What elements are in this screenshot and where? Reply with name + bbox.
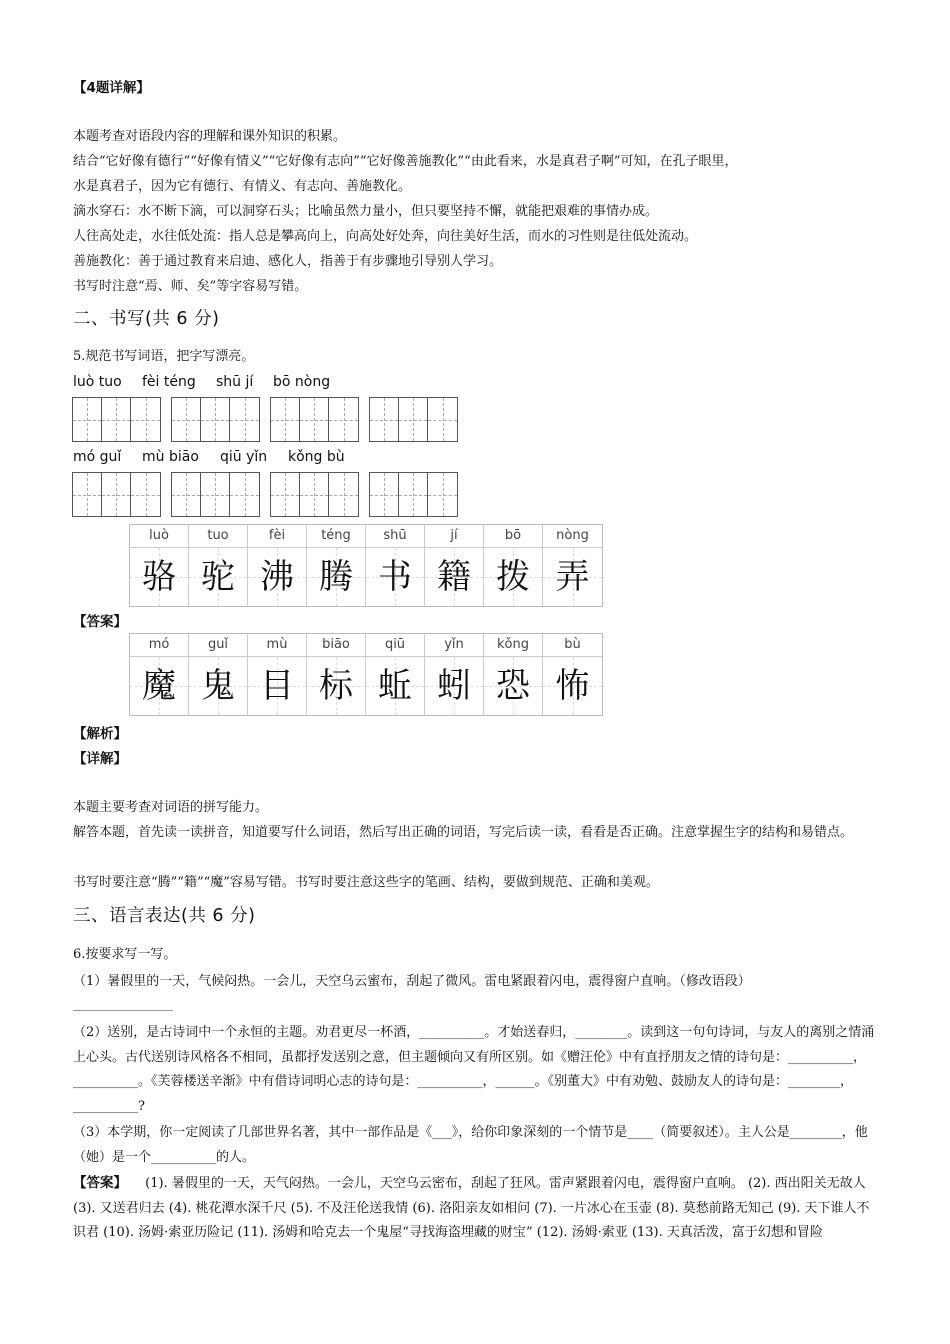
writing-box[interactable] <box>72 472 161 517</box>
answer-blank-line <box>73 1010 173 1011</box>
q5-writing-grid-row-2 <box>72 472 458 517</box>
answer-pinyin: kǒng <box>484 634 543 657</box>
q6-part-2: （2）送别，是古诗词中一个永恒的主题。劝君更尽一杯酒，__________。才始送春归，________。读到这一句句诗词，与友人的离别之情涌上心头。古代送别诗风格各不相同，虽都抒发送别之意，但主题倾向又有所区别。如《赠汪伦》中有直抒朋友之情的诗句是：__________，__________。《芙蓉楼送辛渐》中有借诗词明心志的诗句是：__________，______。《别董大》中有劝勉、鼓励友人的诗句是：________，__________? <box>73 1025 875 1114</box>
answer-char: 目 <box>248 657 307 715</box>
q5-pinyin-3: shū jí <box>216 374 254 390</box>
q6-answer <box>73 1171 881 1246</box>
answer-pinyin: bō <box>484 525 543 548</box>
writing-box[interactable] <box>171 472 260 517</box>
q5-detail-line-1: 本题主要考查对词语的拼写能力。 <box>73 800 269 815</box>
answer-pinyin: mù <box>248 634 307 657</box>
answer-char: 蚓 <box>425 657 484 715</box>
answer-pinyin: tuo <box>189 525 248 548</box>
answer-pinyin: mó <box>130 634 189 657</box>
q4-line-2: 结合“它好像有德行”“好像有情义”“它好像有志向”“它好像善施教化”“由此看来，水是真君子啊”可知，在孔子眼里， <box>73 154 738 169</box>
answer-char: 拨 <box>484 548 543 606</box>
answer-pinyin: téng <box>307 525 366 548</box>
q5-pinyin-1: luò tuo <box>73 374 122 390</box>
answer-char: 鬼 <box>189 657 248 715</box>
q5-detail-line-2: 解答本题，首先读一读拼音，知道要写什么词语，然后写出正确的词语，写完后读一读，看看是否正确。注意掌握生字的结构和易错点。 <box>73 825 854 840</box>
answer-pinyin: nòng <box>543 525 602 548</box>
q5-prompt: 5.规范书写词语，把字写漂亮。 <box>73 349 255 364</box>
answer-char: 蚯 <box>366 657 425 715</box>
q5-pinyin-2: fèi téng <box>142 374 196 390</box>
q5-writing-grid-row-1 <box>72 397 458 442</box>
answer-char: 标 <box>307 657 366 715</box>
answer-char: 弄 <box>543 548 602 606</box>
answer-pinyin: guǐ <box>189 634 248 657</box>
answer-char: 书 <box>366 548 425 606</box>
q6-answer-text: (1). 暑假里的一天，天气闷热。一会儿，天空乌云密布，刮起了狂风。雷声紧跟着闪电，震得窗户直响。 (2). 西出阳关无故人 (3). 又送君归去 (4). 桃花潭水深千尺 (5). 不及汪伦送我情 (6). 洛阳亲友如相问 (7). 一片冰心在玉壶 (8). 莫愁前路无知己 (9). 天下谁人不识君 (10). 汤姆·索亚历险记 (11). 汤姆和哈克去一个鬼屋“寻找海盗埋藏的财宝” (12). 汤姆·索亚 (13). 天真活泼，富于幻想和冒险 <box>73 1176 870 1240</box>
writing-box[interactable] <box>369 397 458 442</box>
answer-char: 腾 <box>307 548 366 606</box>
q6-answer-label: 【答案】 <box>73 1175 127 1191</box>
writing-box[interactable] <box>270 397 359 442</box>
q6-prompt: 6.按要求写一写。 <box>73 947 177 962</box>
answer-char: 籍 <box>425 548 484 606</box>
q4-line-6: 善施教化：善于通过教育来启迪、感化人，指善于有步骤地引导别人学习。 <box>73 254 503 269</box>
q4-detail-header: 【4题详解】 <box>73 80 150 96</box>
writing-box[interactable] <box>369 472 458 517</box>
q5-pinyin-5: mó guǐ <box>73 449 122 465</box>
q5-pinyin-6: mù biāo <box>142 449 199 465</box>
answer-pinyin: luò <box>130 525 189 548</box>
writing-box[interactable] <box>72 397 161 442</box>
q5-answer-table-2 <box>129 633 603 716</box>
q6-part-3: （3）本学期，你一定阅读了几部世界名著，其中一部作品是《___》，给你印象深刻的一个情节是____（简要叙述）。主人公是________，他（她）是一个__________的人。 <box>73 1125 868 1165</box>
answer-char: 沸 <box>248 548 307 606</box>
q4-line-7: 书写时注意“焉、师、矣”等字容易写错。 <box>73 279 308 294</box>
answer-pinyin: fèi <box>248 525 307 548</box>
answer-pinyin: shū <box>366 525 425 548</box>
answer-char: 骆 <box>130 548 189 606</box>
q5-pinyin-8: kǒng bù <box>288 449 345 465</box>
answer-pinyin: biāo <box>307 634 366 657</box>
q5-pinyin-7: qiū yǐn <box>220 449 268 465</box>
answer-pinyin: bù <box>543 634 602 657</box>
q4-line-1: 本题考查对语段内容的理解和课外知识的积累。 <box>73 129 347 144</box>
q6-part-1: （1）暑假里的一天，气候闷热。一会儿，天空乌云蜜布，刮起了微风。雷电紧跟着闪电，震得窗户直响。（修改语段） <box>73 974 751 989</box>
q4-line-4: 滴水穿石：水不断下滴，可以洞穿石头；比喻虽然力量小，但只要坚持不懈，就能把艰难的事情办成。 <box>73 204 659 219</box>
answer-char: 驼 <box>189 548 248 606</box>
writing-box[interactable] <box>171 397 260 442</box>
answer-pinyin: yǐn <box>425 634 484 657</box>
answer-pinyin: qiū <box>366 634 425 657</box>
q5-detail-line-3: 书写时要注意“腾”“籍”“魔”容易写错。书写时要注意这些字的笔画、结构，要做到规范、正确和美观。 <box>73 875 659 890</box>
q5-answer-label: 【答案】 <box>73 614 127 630</box>
q5-pinyin-4: bō nòng <box>273 374 331 390</box>
section-3-title: 三、语言表达(共 6 分) <box>73 906 256 926</box>
q4-line-3: 水是真君子，因为它有德行、有情义、有志向、善施教化。 <box>73 179 412 194</box>
q5-detail-label: 【详解】 <box>73 751 127 767</box>
answer-char: 怖 <box>543 657 602 715</box>
section-2-title: 二、书写(共 6 分) <box>73 309 220 329</box>
answer-char: 恐 <box>484 657 543 715</box>
writing-box[interactable] <box>270 472 359 517</box>
q5-analysis-label: 【解析】 <box>73 726 127 742</box>
answer-pinyin: jí <box>425 525 484 548</box>
q5-answer-table-1 <box>129 524 603 607</box>
answer-char: 魔 <box>130 657 189 715</box>
q4-line-5: 人往高处走，水往低处流：指人总是攀高向上，向高处好处奔，向往美好生活，而水的习性则是往低处流动。 <box>73 229 698 244</box>
